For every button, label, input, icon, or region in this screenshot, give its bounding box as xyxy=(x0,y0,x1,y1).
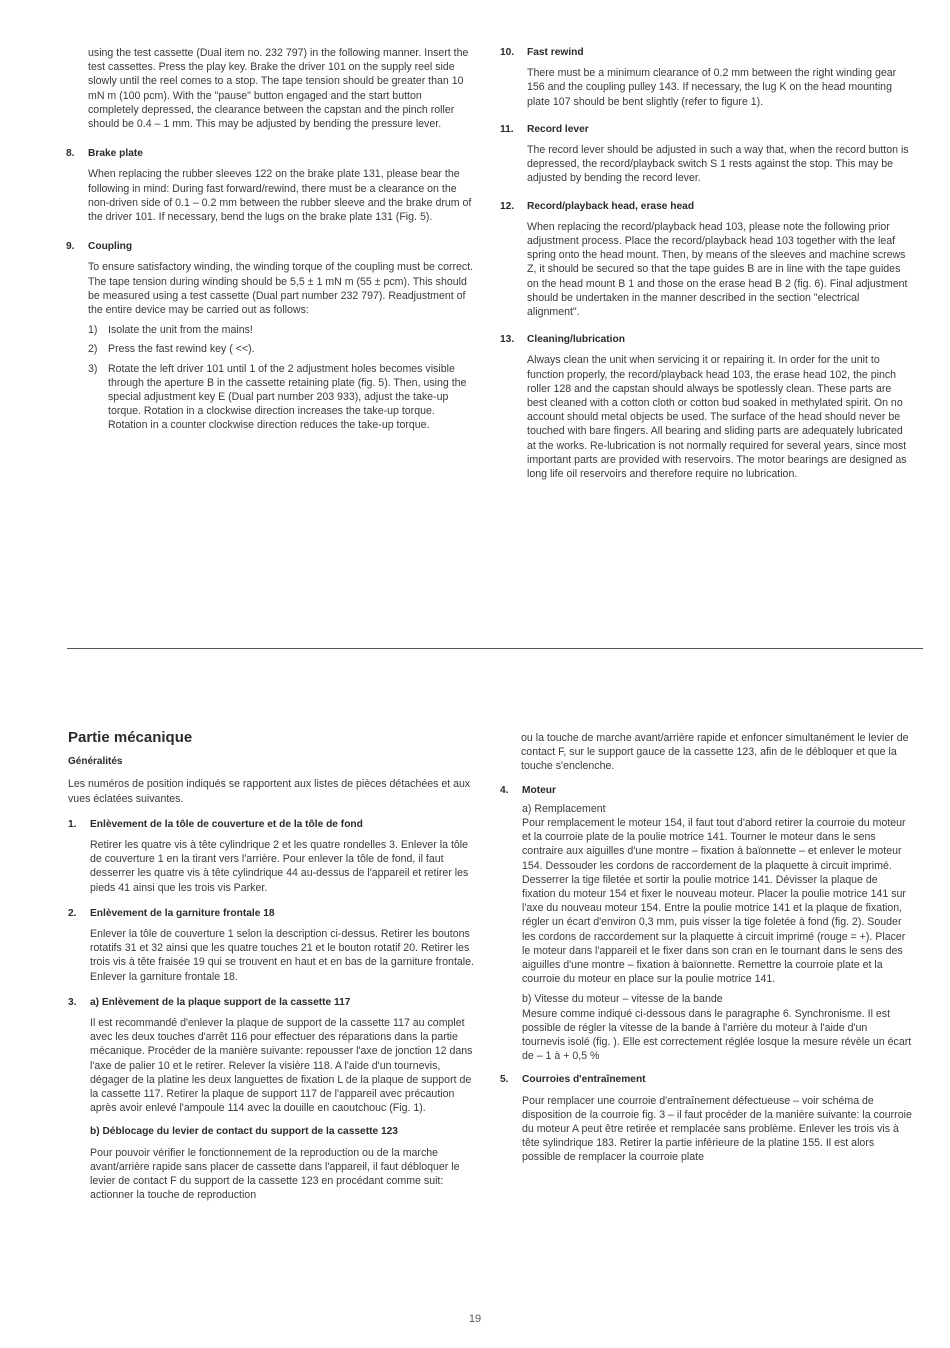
section-9-body: To ensure satisfactory winding, the winding torque of the coupling must be correct. The tape tension during winding should be 5,5 ± 1 mN m (55 ± pcm). This should be measured using a test cassette (Dual part number 232 797). Readjustment of the entire device may be carried out as follows: xyxy=(88,261,474,317)
section-4a-heading: a) Remplacement xyxy=(522,802,606,815)
section-5-body: Pour remplacer une courroie d'entraînement défectueuse – voir schéma de disposition de la courroie fig. 3 – il faut procéder de la manière suivante: la courroie du moteur A peut être retirée et remplacée sans problème. Enlever les trois vis à tête sylindrique 183. Retirer la partie inférieure de la platine 155. Il est alors possible de remplacer la courroie plate xyxy=(522,1094,912,1164)
section-4a-body: Pour remplacement le moteur 154, il faut tout d'abord retirer la courroie du moteur et la courroie plate de la poulie motrice 141. Tourner le moteur dans le sens contraire aux aiguilles d'une montre – fixation à baïonnette – et enlever le moteur 154. Dessouder les cordons de raccordement de la plaquette à circuit imprimé. Desserrer la tige filetée et sortir la poulie motrice 141. Dévisser la plaque de fixation du moteur 154 et fixer le nouveau moteur. Placer la poulie motrice 141 sur l'axe du nouveau moteur 154. Entre la poulie motrice 141 et la plaque de fixation, régler un écart d'environ 0,3 mm, puis visser la tige foletée à fond (fig. 2). Souder les cordons de raccordement sur la plaquette à circuit imprimé (rouge = +). Placer le moteur dans l'appareil et le fixer dans son cran en le tournant dans le sens des aiguilles d'une montre – fixation à baïonnette. Remettre la courroie plate et la courroie du moteur en place sur la poulie motrice 141. xyxy=(522,817,906,986)
column-bottom-left xyxy=(68,731,476,1202)
list-item: 3) Rotate the left driver 101 until 1 of the 2 adjustment holes becomes visible through the aperture B in the cassette retaining plate (fig. 5). Then, using the special adjustment key E (Dual part number 203 933), adjust the take-up torque. Rotation in a clockwise direction increases the take-up torque. Rotation in a counter clockwise direction reduces the take-up torque. xyxy=(88,362,467,432)
page-number: 19 xyxy=(468,1313,482,1325)
list-item: 1) Isolate the unit from the mains! xyxy=(88,324,253,337)
section-10-heading: 10. Fast rewind xyxy=(500,47,584,58)
section-5-heading: 5. Courroies d'entraînement xyxy=(500,1074,646,1086)
divider-rule xyxy=(67,648,923,649)
section-11-heading: 11. Record lever xyxy=(500,123,589,135)
section-13-heading: 13. Cleaning/lubrication xyxy=(500,334,625,346)
intro-paragraph-fr: Les numéros de position indiqués se rapportent aux listes de pièces détachées et aux vues éclatées suivantes. xyxy=(68,778,471,805)
section-3a-heading: 3. a) Enlèvement de la plaque support de la cassette 117 xyxy=(68,996,351,1008)
section-1-body: Retirer les quatre vis à tête cylindrique 2 et les quatre rondelles 3. Enlever la tôle de couverture 1 en la tirant vers l'arrière. Pour enlever la tôle de fond, il faut desserrer les quatre vis à tête cylindrique 44 au-dessus de l'appareil et retirer les pieds 41 ainsi que les trois vis Parker. xyxy=(90,839,469,894)
section-4-heading: 4. Moteur xyxy=(500,784,556,796)
section-2-heading: 2. Enlèvement de la garniture frontale 18 xyxy=(68,907,275,919)
column-bottom-right xyxy=(500,731,912,1165)
section-4b-heading: b) Vitesse du moteur – vitesse de la bande xyxy=(522,993,723,1006)
section-4b-body: Mesure comme indiqué ci-dessous dans le paragraphe 6. Synchronisme. Il est possible de régler la vitesse de la bande à l'arrière du moteur à l'aide d'un tournevis isolé (fig. ). Elle est correctement réglée losque la mesure révèle un écart de – 1 à + 0,5 % xyxy=(522,1007,912,1063)
list-item: 2) Press the fast rewind key ( <<). xyxy=(88,343,255,356)
subtitle: Généralités xyxy=(68,756,123,768)
intro-paragraph: using the test cassette (Dual item no. 232 797) in the following manner. Insert the test cassettes. Press the play key. Brake the driver 101 on the supply reel side slowly until the reel comes to a stop. The tape tension should be greater than 10 mN m (100 pcm). With the "pause" button engaged and the start button completely depressed, the clearance between the capstan and the pinch roller should be 0.4 – 1 mm. This may be adjusted by bending the pressure lever. xyxy=(88,47,469,131)
section-8-heading: 8. Brake plate xyxy=(66,148,143,160)
section-3b-body: Pour pouvoir vérifier le fonctionnement de la reproduction ou de la marche avant/arrière rapide sans placer de cassette dans l'appareil, il faut débloquer le levier de contact F du support de la cassette 123 en procédant comme suit: actionner la touche de reproduction xyxy=(90,1146,460,1202)
section-12-body: When replacing the record/playback head 103, please note the following prior adjustment process. Place the record/playback head 103 together with the leaf spring onto the head mount. Then, by means of the sleeves and machine screws Z, it should be secured so that the tape guides B are in line with the tape guides on the head mount B 1 and those on the erase head B 2 (fig. 6). Final adjustment should be undertaken in the manner described in the section "electrical alignment". xyxy=(527,220,908,319)
column-top-left xyxy=(66,46,474,433)
section-13-body: Always clean the unit when servicing it or repairing it. In order for the unit to function properly, the record/playback head 103, the erase head 102, the pinch roller 128 and the capstan should always be spotlessly clean. These parts are best cleaned with a cotton cloth or cotton bud soaked in methylated spirit. On no account should metal objects be used. The surface of the head should never be touched with bare fingers. All bearing and sliding parts are adequately lubricated at the works. Re-lubrication is not normally required for several years, since most important parts are provided with reservoirs. The motor bearings are designed as long life oil reservoirs and therefore require no lubrication. xyxy=(527,354,907,481)
section-1-heading: 1. Enlèvement de la tôle de couverture et de la tôle de fond xyxy=(68,818,363,830)
page-title: Partie mécanique xyxy=(68,729,193,746)
section-11-body: The record lever should be adjusted in such a way that, when the record button is depressed, the record/playback switch S 1 rests against the stop. This may be adjusted by bending the record lever. xyxy=(527,144,909,185)
section-8-body: When replacing the rubber sleeves 122 on the brake plate 131, please bear the following in mind: During fast forward/rewind, there must be a clearance on the non-driven side of 0.1 – 0.2 mm between the rubber sleeve and the brake drum of the driver 101. If necessary, bend the lugs on the brake plate 131 (Fig. 5). xyxy=(88,168,472,224)
section-3a-body: Il est recommandé d'enlever la plaque de support de la cassette 117 au complet avec les deux touches d'arrêt 116 pour effectuer des réparations dans la partie mécanique. Procéder de la manière suivante: repousser l'axe de jonction 12 dans l'axe de palier 10 et le retirer. Relever la visière 118. A l'aide d'un tournevis, dégager de la platine les deux languettes de fixation L de la plaque de support de la cassette 117. Retirer la plaque de support 117 de l'appareil avec précaution après avoir enlevé l'ampoule 114 avec la douille en caoutchouc (Fig. 1). xyxy=(90,1017,473,1115)
section-2-body: Enlever la tôle de couverture 1 selon la description ci-dessus. Retirer les boutons rotatifs 31 et 32 ainsi que les quatre touches 21 et le bouton rotatif 20. Retirer les trois vis à tête fraisée 19 qui se trouvent en haut et en bas de la garniture frontale. Enlever la garniture frontale 18. xyxy=(90,928,474,983)
section-3b-heading: b) Déblocage du levier de contact du support de la cassette 123 xyxy=(90,1126,398,1138)
column-top-right xyxy=(500,46,914,481)
continued-paragraph: ou la touche de marche avant/arrière rapide et enfoncer simultanément le levier de contact F, sur le support gauce de la cassette 123, afin de le débloquer et que la touche s'enclenche. xyxy=(521,732,909,773)
section-9-list xyxy=(88,323,474,432)
section-9-heading: 9. Coupling xyxy=(66,241,133,253)
section-10-body: There must be a minimum clearance of 0.2 mm between the right winding gear 156 and the coupling pulley 143. If necessary, the lug K on the head mounting plate 107 should be bent slightly (refer to figure 1). xyxy=(527,67,897,108)
section-12-heading: 12. Record/playback head, erase head xyxy=(500,200,695,212)
